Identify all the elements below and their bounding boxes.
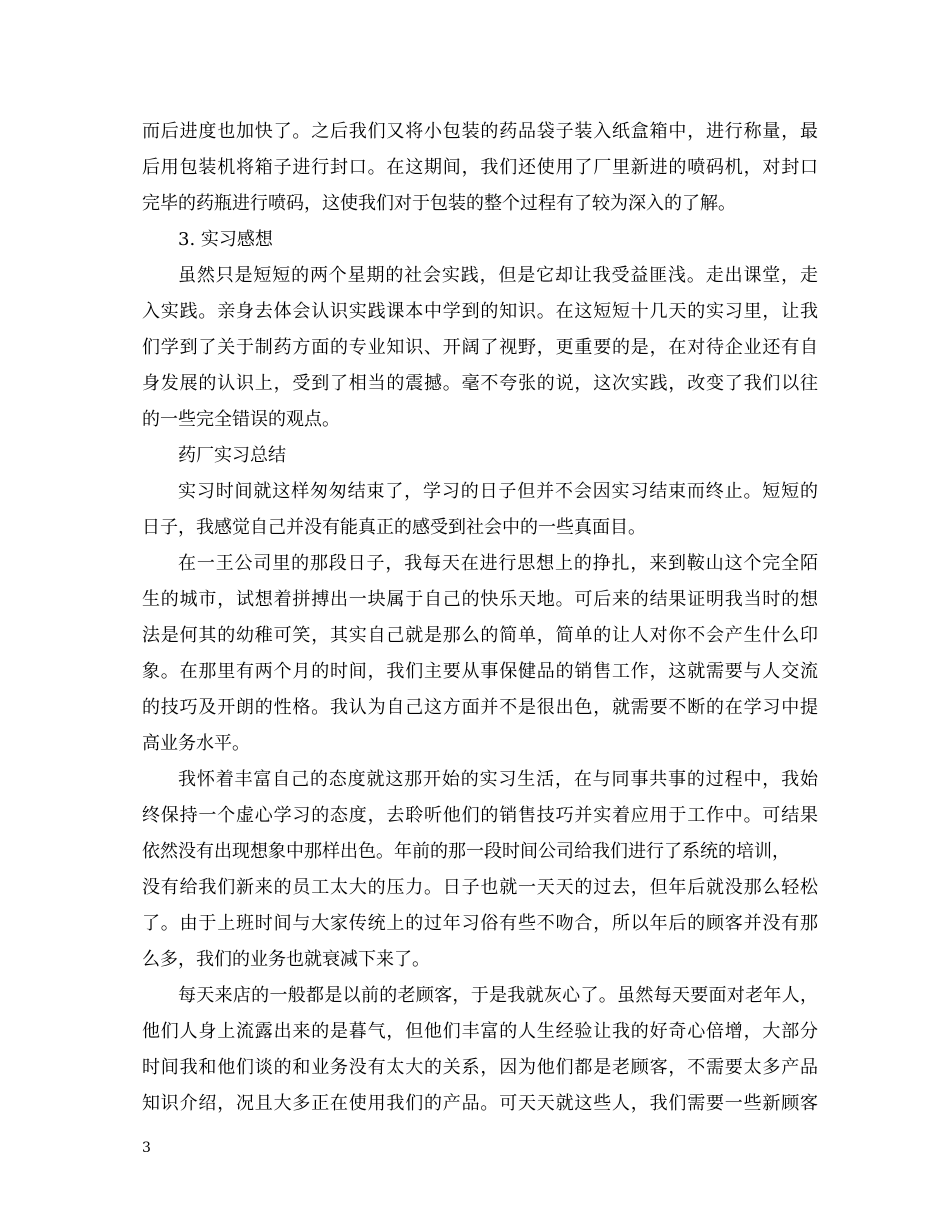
text-line: 而后进度也加快了。之后我们又将小包装的药品袋子装入纸盒箱中，进行称量，最 [142,121,818,142]
text-line: 终保持一个虚心学习的态度，去聆听他们的销售技巧并实着应用于工作中。可结果 [142,805,818,826]
text-line: 日子，我感觉自己并没有能真正的感受到社会中的一些真面目。 [142,517,646,538]
section-heading: 药厂实习总结 [178,445,286,466]
page-number: 3 [142,1140,151,1156]
text-line: 在一王公司里的那段日子，我每天在进行思想上的挣扎，来到鞍山这个完全陌 [178,553,818,574]
text-line: 完毕的药瓶进行喷码，这使我们对于包装的整个过程有了较为深入的了解。 [142,193,736,214]
section-heading: 3. 实习感想 [178,229,273,250]
text-line: 我怀着丰富自己的态度就这那开始的实习生活，在与同事共事的过程中，我始 [178,769,818,790]
text-line: 每天来店的一般都是以前的老顾客，于是我就灰心了。虽然每天要面对老年人， [178,985,818,1006]
text-line: 高业务水平。 [142,733,250,754]
text-line: 么多，我们的业务也就衰减下来了。 [142,949,430,970]
text-line: 后用包装机将箱子进行封口。在这期间，我们还使用了厂里新进的喷码机，对封口 [142,157,818,178]
text-line: 身发展的认识上，受到了相当的震撼。毫不夸张的说，这次实践，改变了我们以往 [142,373,818,394]
text-line: 没有给我们新来的员工太大的压力。日子也就一天天的过去，但年后就没那么轻松 [142,877,818,898]
text-line: 象。在那里有两个月的时间，我们主要从事保健品的销售工作，这就需要与人交流 [142,661,818,682]
text-line: 了。由于上班时间与大家传统上的过年习俗有些不吻合，所以年后的顾客并没有那 [142,913,818,934]
text-line: 他们人身上流露出来的是暮气，但他们丰富的人生经验让我的好奇心倍增，大部分 [142,1021,818,1042]
text-line: 实习时间就这样匆匆结束了，学习的日子但并不会因实习结束而终止。短短的 [178,481,818,502]
text-line: 知识介绍，况且大多正在使用我们的产品。可天天就这些人，我们需要一些新顾客 [142,1093,818,1114]
text-line: 的一些完全错误的观点。 [142,409,340,430]
text-line: 虽然只是短短的两个星期的社会实践，但是它却让我受益匪浅。走出课堂，走 [178,265,818,286]
text-line: 法是何其的幼稚可笑，其实自己就是那么的简单，简单的让人对你不会产生什么印 [142,625,818,646]
text-line: 的技巧及开朗的性格。我认为自己这方面并不是很出色，就需要不断的在学习中提 [142,697,818,718]
text-line: 入实践。亲身去体会认识实践课本中学到的知识。在这短短十几天的实习里，让我 [142,301,818,322]
text-line: 依然没有出现想象中那样出色。年前的那一段时间公司给我们进行了系统的培训， [142,841,790,862]
text-line: 们学到了关于制药方面的专业知识、开阔了视野，更重要的是，在对待企业还有自 [142,337,818,358]
document-body [142,114,818,1122]
text-line: 生的城市，试想着拼搏出一块属于自己的快乐天地。可后来的结果证明我当时的想 [142,589,818,610]
text-line: 时间我和他们谈的和业务没有太大的关系，因为他们都是老顾客，不需要太多产品 [142,1057,818,1078]
